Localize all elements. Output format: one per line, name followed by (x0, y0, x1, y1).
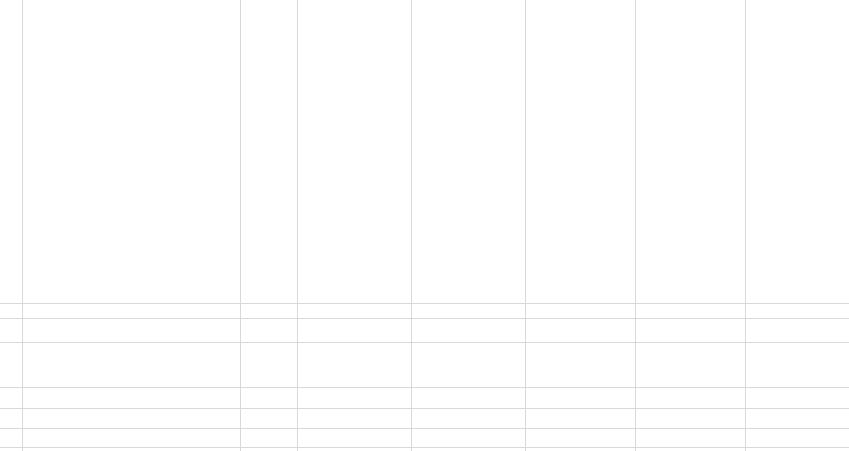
gridline (22, 0, 23, 451)
gridline (0, 408, 849, 409)
gridline (411, 0, 412, 451)
gridline (0, 342, 849, 343)
gridline (240, 0, 241, 451)
gridline (0, 447, 849, 448)
gridline (297, 0, 298, 451)
gridline (0, 428, 849, 429)
gridline (0, 303, 849, 304)
gridline (0, 318, 849, 319)
gridline (745, 0, 746, 451)
gridline (635, 0, 636, 451)
gridline (525, 0, 526, 451)
gridline (0, 387, 849, 388)
